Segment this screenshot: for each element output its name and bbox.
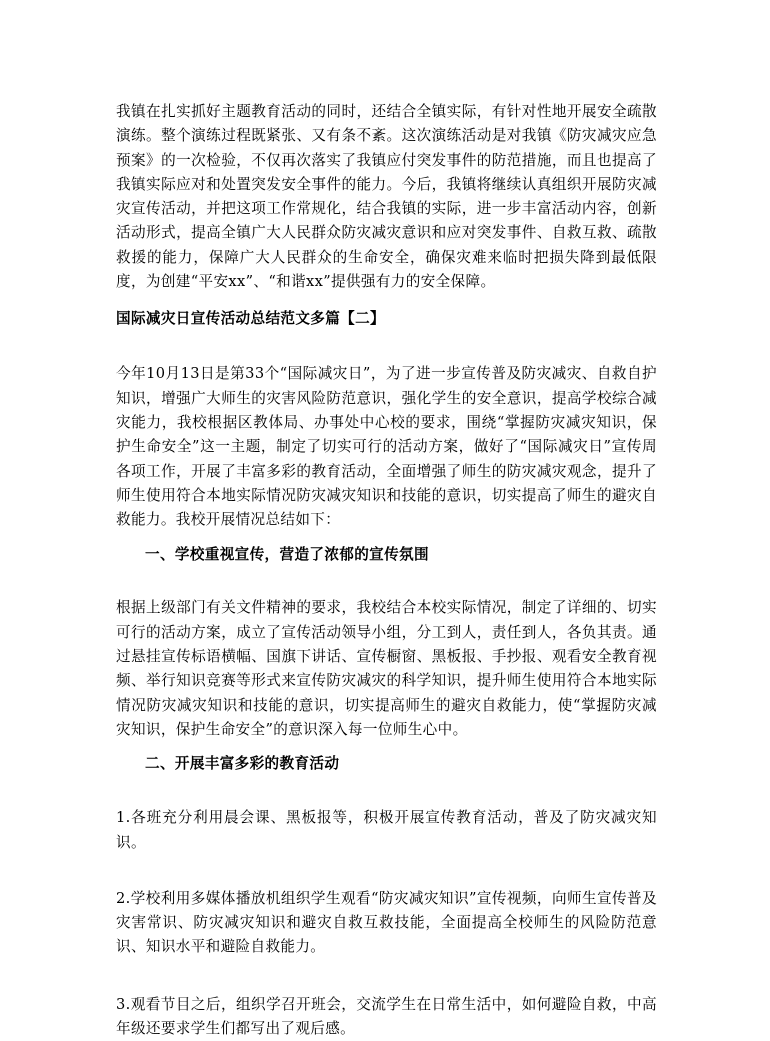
subheading-activities: 二、开展丰富多彩的教育活动 [145, 755, 340, 773]
document-page [116, 100, 657, 1041]
paragraph-intro: 今年10月13日是第33个“国际减灾日”，为了进一步宣传普及防灾减灾、自救自护知识，增强广大师生的灾害风险防范意识，强化学生的安全意识，提高学校综合减灾能力，我校根据区教体局、办事处中心校的要求，围绕“掌握防灾减灾知识，保护生命安全”这一主题，制定了切实可行的活动方案，做好了“国际减灾日”宣传周各项工作，开展了丰富多彩的教育活动，全面增强了师生的防灾减灾观念，提升了师生使用符合本地实际情况防灾减灾知识和技能的意识，切实提高了师生的避灾自救能力。我校开展情况总结如下： [116, 365, 657, 529]
list-item-3: 3.观看节目之后，组织学召开班会，交流学生在日常生活中，如何避险自救，中高年级还要求学生们都写出了观后感。 [116, 995, 657, 1038]
section-title: 国际减灾日宣传活动总结范文多篇【二】 [116, 310, 385, 328]
paragraph-drill-summary: 我镇在扎实抓好主题教育活动的同时，还结合全镇实际，有针对性地开展安全疏散演练。整个演练过程既紧张、又有条不紊。这次演练活动是对我镇《防灾减灾应急预案》的一次检验，不仅再次落实了我镇应付突发事件的防范措施，而且也提高了我镇实际应对和处置突发安全事件的能力。今后，我镇将继续认真组织开展防灾减灾宣传活动，并把这项工作常规化，结合我镇的实际，进一步丰富活动内容，创新活动形式，提高全镇广大人民群众防灾减灾意识和应对突发事件、自救互救、疏散救援的能力，保障广大人民群众的生命安全，确保灾难来临时把损失降到最低限度，为创建“平安xx”、“和谐xx”提供强有力的安全保障。 [116, 103, 657, 291]
list-item-2: 2.学校利用多媒体播放机组织学生观看“防灾减灾知识”宣传视频，向师生宣传普及灾害常识、防灾减灾知识和避灾自救互救技能，全面提高全校师生的风险防范意识、知识水平和避险自救能力。 [116, 889, 657, 956]
paragraph-publicity: 根据上级部门有关文件精神的要求，我校结合本校实际情况，制定了详细的、切实可行的活动方案，成立了宣传活动领导小组，分工到人，责任到人，各负其责。通过悬挂宣传标语横幅、国旗下讲话、宣传橱窗、黑板报、手抄报、观看安全教育视频、举行知识竞赛等形式来宣传防灾减灾的科学知识，提升师生使用符合本地实际情况防灾减灾知识和技能的意识，切实提高师生的避灾自救能力，使“掌握防灾减灾知识，保护生命安全”的意识深入每一位师生心中。 [116, 599, 657, 738]
subheading-publicity: 一、学校重视宣传，营造了浓郁的宣传氛围 [145, 546, 429, 564]
list-item-1: 1.各班充分利用晨会课、黑板报等，积极开展宣传教育活动，普及了防灾减灾知识。 [116, 809, 657, 851]
